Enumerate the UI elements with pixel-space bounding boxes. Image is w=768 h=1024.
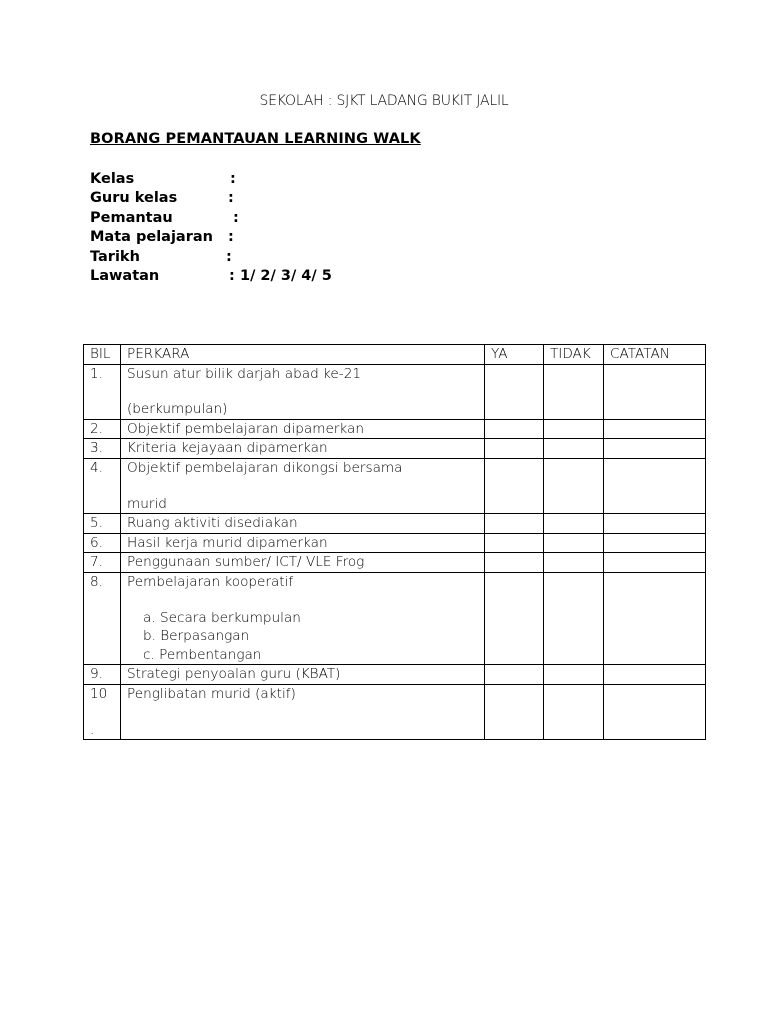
school-name: SEKOLAH : SJKT LADANG BUKIT JALIL <box>259 93 509 109</box>
row-bil: 9. <box>84 665 121 685</box>
cell-tidak[interactable] <box>544 553 604 573</box>
cell-tidak[interactable] <box>544 665 604 685</box>
row-bil: 7. <box>84 553 121 573</box>
row-bil: 5. <box>84 514 121 534</box>
cell-ya[interactable] <box>485 458 544 513</box>
field-label: Guru kelas <box>90 190 178 207</box>
cell-catatan[interactable] <box>604 572 706 664</box>
table-row <box>84 514 706 534</box>
row-perkara <box>121 364 485 419</box>
row-bil: 2. <box>84 419 121 439</box>
row-bil: 1. <box>84 364 121 419</box>
cell-tidak[interactable] <box>544 364 604 419</box>
header-bil: BIL <box>84 345 121 365</box>
table-row <box>84 364 706 419</box>
perkara-text: Pembelajaran kooperatif <box>127 573 294 590</box>
cell-tidak[interactable] <box>544 419 604 439</box>
row-bil: 6. <box>84 533 121 553</box>
cell-tidak[interactable] <box>544 439 604 459</box>
subitem: c. Pembentangan <box>143 646 262 663</box>
cell-catatan[interactable] <box>604 458 706 513</box>
row-perkara <box>121 572 485 664</box>
field-label: Kelas <box>90 171 135 187</box>
row-bil: 3. <box>84 439 121 459</box>
row-bil: 4. <box>84 458 121 513</box>
row-perkara: Kriteria kejayaan dipamerkan <box>121 439 485 459</box>
header-tidak: TIDAK <box>544 345 604 365</box>
row-perkara: Penglibatan murid (aktif) <box>121 684 485 739</box>
subitem: b. Berpasangan <box>143 628 250 645</box>
header-catatan: CATATAN <box>604 345 706 365</box>
table-row <box>84 439 706 459</box>
cell-ya[interactable] <box>485 684 544 739</box>
row-perkara: Penggunaan sumber/ ICT/ VLE Frog <box>121 553 485 573</box>
perkara-text-cont: murid <box>127 495 167 512</box>
row-perkara: Hasil kerja murid dipamerkan <box>121 533 485 553</box>
cell-tidak[interactable] <box>544 458 604 513</box>
cell-catatan[interactable] <box>604 364 706 419</box>
cell-catatan[interactable] <box>604 665 706 685</box>
cell-ya[interactable] <box>485 665 544 685</box>
checklist-table <box>83 344 706 740</box>
table-row <box>84 684 706 739</box>
perkara-text: Susun atur bilik darjah abad ke-21 <box>127 365 362 382</box>
cell-ya[interactable] <box>485 533 544 553</box>
table-row <box>84 553 706 573</box>
table-row <box>84 572 706 664</box>
field-label: Tarikh <box>90 248 140 265</box>
cell-catatan[interactable] <box>604 514 706 534</box>
bil-text: 10 <box>90 685 108 702</box>
cell-tidak[interactable] <box>544 533 604 553</box>
cell-tidak[interactable] <box>544 572 604 664</box>
cell-catatan[interactable] <box>604 439 706 459</box>
cell-tidak[interactable] <box>544 684 604 739</box>
cell-catatan[interactable] <box>604 533 706 553</box>
table-row <box>84 533 706 553</box>
bil-text-cont: . <box>90 721 95 738</box>
subitem: a. Secara berkumpulan <box>143 609 301 626</box>
row-bil <box>84 684 121 739</box>
cell-ya[interactable] <box>485 514 544 534</box>
row-perkara: Strategi penyoalan guru (KBAT) <box>121 665 485 685</box>
table-header-row <box>84 345 706 365</box>
form-title: BORANG PEMANTAUAN LEARNING WALK <box>90 131 421 147</box>
row-perkara: Objektif pembelajaran dipamerkan <box>121 419 485 439</box>
perkara-text-cont: (berkumpulan) <box>127 401 228 418</box>
table-row <box>84 665 706 685</box>
cell-ya[interactable] <box>485 553 544 573</box>
field-label: Pemantau <box>90 209 173 226</box>
perkara-text: Objektif pembelajaran dikongsi bersama <box>127 459 403 476</box>
field-label: Mata pelajaran <box>90 229 213 246</box>
cell-catatan[interactable] <box>604 553 706 573</box>
cell-tidak[interactable] <box>544 514 604 534</box>
row-bil: 8. <box>84 572 121 664</box>
header-perkara: PERKARA <box>121 345 485 365</box>
header-ya: YA <box>485 345 544 365</box>
field-label: Lawatan <box>90 267 160 284</box>
cell-ya[interactable] <box>485 419 544 439</box>
field-value[interactable]: 1/ 2/ 3/ 4/ 5 <box>240 267 332 284</box>
cell-ya[interactable] <box>485 364 544 419</box>
cell-catatan[interactable] <box>604 419 706 439</box>
cell-ya[interactable] <box>485 572 544 664</box>
table-row <box>84 458 706 513</box>
cell-ya[interactable] <box>485 439 544 459</box>
row-perkara: Ruang aktiviti disediakan <box>121 514 485 534</box>
table-row <box>84 419 706 439</box>
row-perkara <box>121 458 485 513</box>
cell-catatan[interactable] <box>604 684 706 739</box>
